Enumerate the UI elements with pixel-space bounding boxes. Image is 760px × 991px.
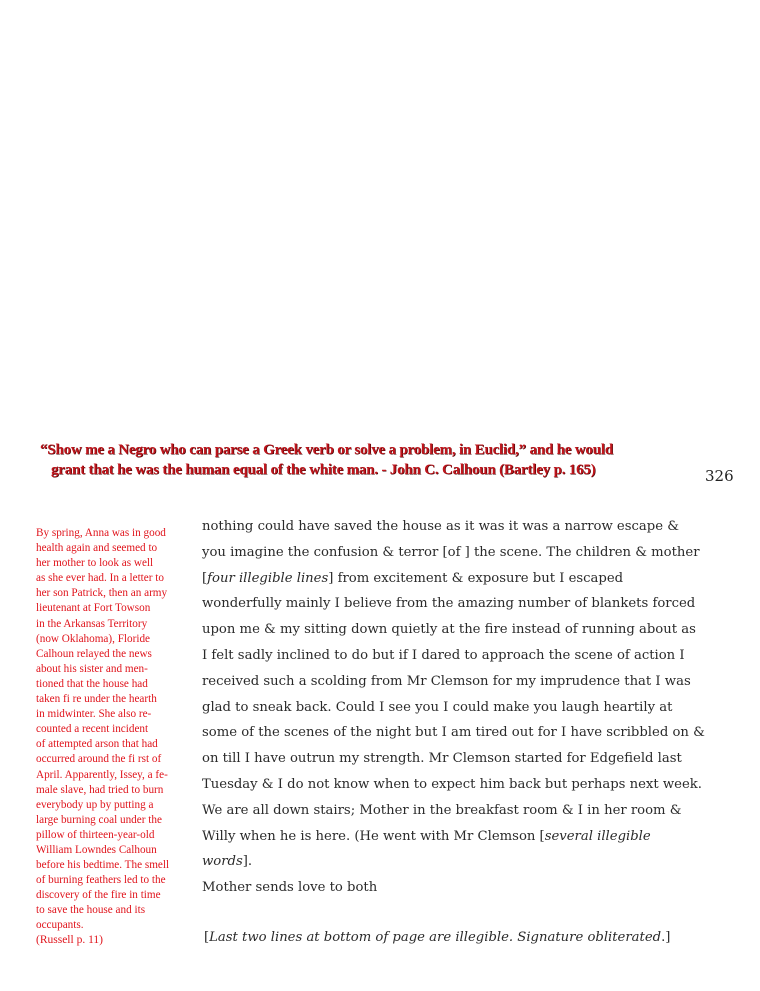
letter-line-rest: ] from excitement & exposure but I escaped — [328, 570, 624, 586]
letter-line: on till I have outrun my strength. Mr Clemson started for Edgefield last — [202, 751, 682, 767]
letter-line: wonderfully mainly I believe from the amazing number of blankets forced — [202, 596, 696, 612]
sidenote-line: to save the house and its — [36, 904, 146, 917]
letter-line-end: ]. — [242, 854, 253, 870]
calhoun-quote — [40, 440, 680, 480]
sidenote-line: (now Oklahoma), Floride — [36, 632, 151, 645]
letter-line: received such a scolding from Mr Clemson for my imprudence that I was — [202, 673, 691, 689]
letter-line: glad to sneak back. Could I see you I could make you laugh heartily at — [202, 699, 673, 715]
sidenote-line: William Lowndes Calhoun — [36, 843, 157, 856]
letter-line: you imagine the confusion & terror [of ] the scene. The children & mother — [202, 544, 700, 560]
sidenote-line: health again and seemed to — [36, 542, 158, 555]
illegible-note: four illegible lines — [207, 570, 329, 586]
letter-line: upon me & my sitting down quietly at the fire instead of running about as — [202, 622, 696, 638]
sidenote-line: in the Arkansas Territory — [36, 617, 148, 630]
editorial-footnote: [Last two lines at bottom of page are illegible. Signature obliterated.] — [204, 930, 671, 945]
sidenote-line: of burning feathers led to the — [36, 874, 166, 887]
sidenote-line: discovery of the fire in time — [36, 889, 161, 902]
sidenote-line: in midwinter. She also re- — [36, 708, 152, 721]
sidenote-line: counted a recent incident — [36, 723, 149, 736]
footnote-italic: Last two lines at bottom of page are illegible. Signature obliterated — [209, 930, 662, 945]
sidenote-line: tioned that the house had — [36, 677, 148, 690]
letter-transcription — [202, 514, 747, 901]
sidenote-line: occurred around the fi rst of — [36, 753, 162, 766]
letter-line: I felt sadly inclined to do but if I dared to approach the scene of action I — [202, 647, 685, 663]
sidenote-line: of attempted arson that had — [36, 738, 158, 751]
sidenote — [36, 526, 186, 934]
sidenote-line: lieutenant at Fort Towson — [36, 602, 151, 615]
sidenote-line: Calhoun relayed the news — [36, 647, 152, 660]
letter-line: some of the scenes of the night but I am tired out for I have scribbled on & — [202, 725, 705, 741]
letter-line: Tuesday & I do not know when to expect him back but perhaps next week. — [202, 776, 702, 792]
sidenote-citation: (Russell p. 11) — [36, 934, 103, 946]
quote-line-2: grant that he was the human equal of the white man. - John C. Calhoun (Bartley p. 165) — [51, 462, 596, 478]
sidenote-line: large burning coal under the — [36, 813, 162, 826]
letter-line — [202, 849, 747, 875]
sidenote-line: everybody up by putting a — [36, 798, 154, 811]
page-number: 326 — [705, 467, 734, 485]
letter-line: [four illegible lines] from excitement & exposure but I escaped — [202, 570, 624, 586]
sidenote-line: her mother to look as well — [36, 557, 154, 570]
sidenote-line: taken fi re under the hearth — [36, 693, 157, 706]
letter-line-start: Willy when he is here. (He went with Mr Clemson [ — [202, 828, 545, 844]
sidenote-line: her son Patrick, then an army — [36, 587, 168, 600]
letter-line: nothing could have saved the house as it was it was a narrow escape & — [202, 519, 679, 534]
sidenote-line: April. Apparently, Issey, a fe- — [36, 768, 168, 781]
footnote-end: .] — [661, 930, 671, 945]
sidenote-line: about his sister and men- — [36, 662, 148, 675]
illegible-note: several illegible — [544, 828, 651, 844]
sidenote-line: occupants. — [36, 919, 84, 932]
letter-line: Mother sends love to both — [202, 880, 378, 896]
sidenote-line: pillow of thirteen-year-old — [36, 828, 155, 841]
illegible-note: words — [202, 854, 243, 870]
letter-line — [202, 824, 747, 850]
sidenote-line: By spring, Anna was in good — [36, 527, 166, 539]
sidenote-line: male slave, had tried to burn — [36, 783, 164, 796]
quote-line-1: “Show me a Negro who can parse a Greek verb or solve a problem, in Euclid,” and he would — [40, 442, 613, 458]
sidenote-line: as she ever had. In a letter to — [36, 572, 164, 585]
letter-line: We are all down stairs; Mother in the breakfast room & I in her room & — [202, 802, 682, 818]
sidenote-line: before his bedtime. The smell — [36, 859, 170, 872]
